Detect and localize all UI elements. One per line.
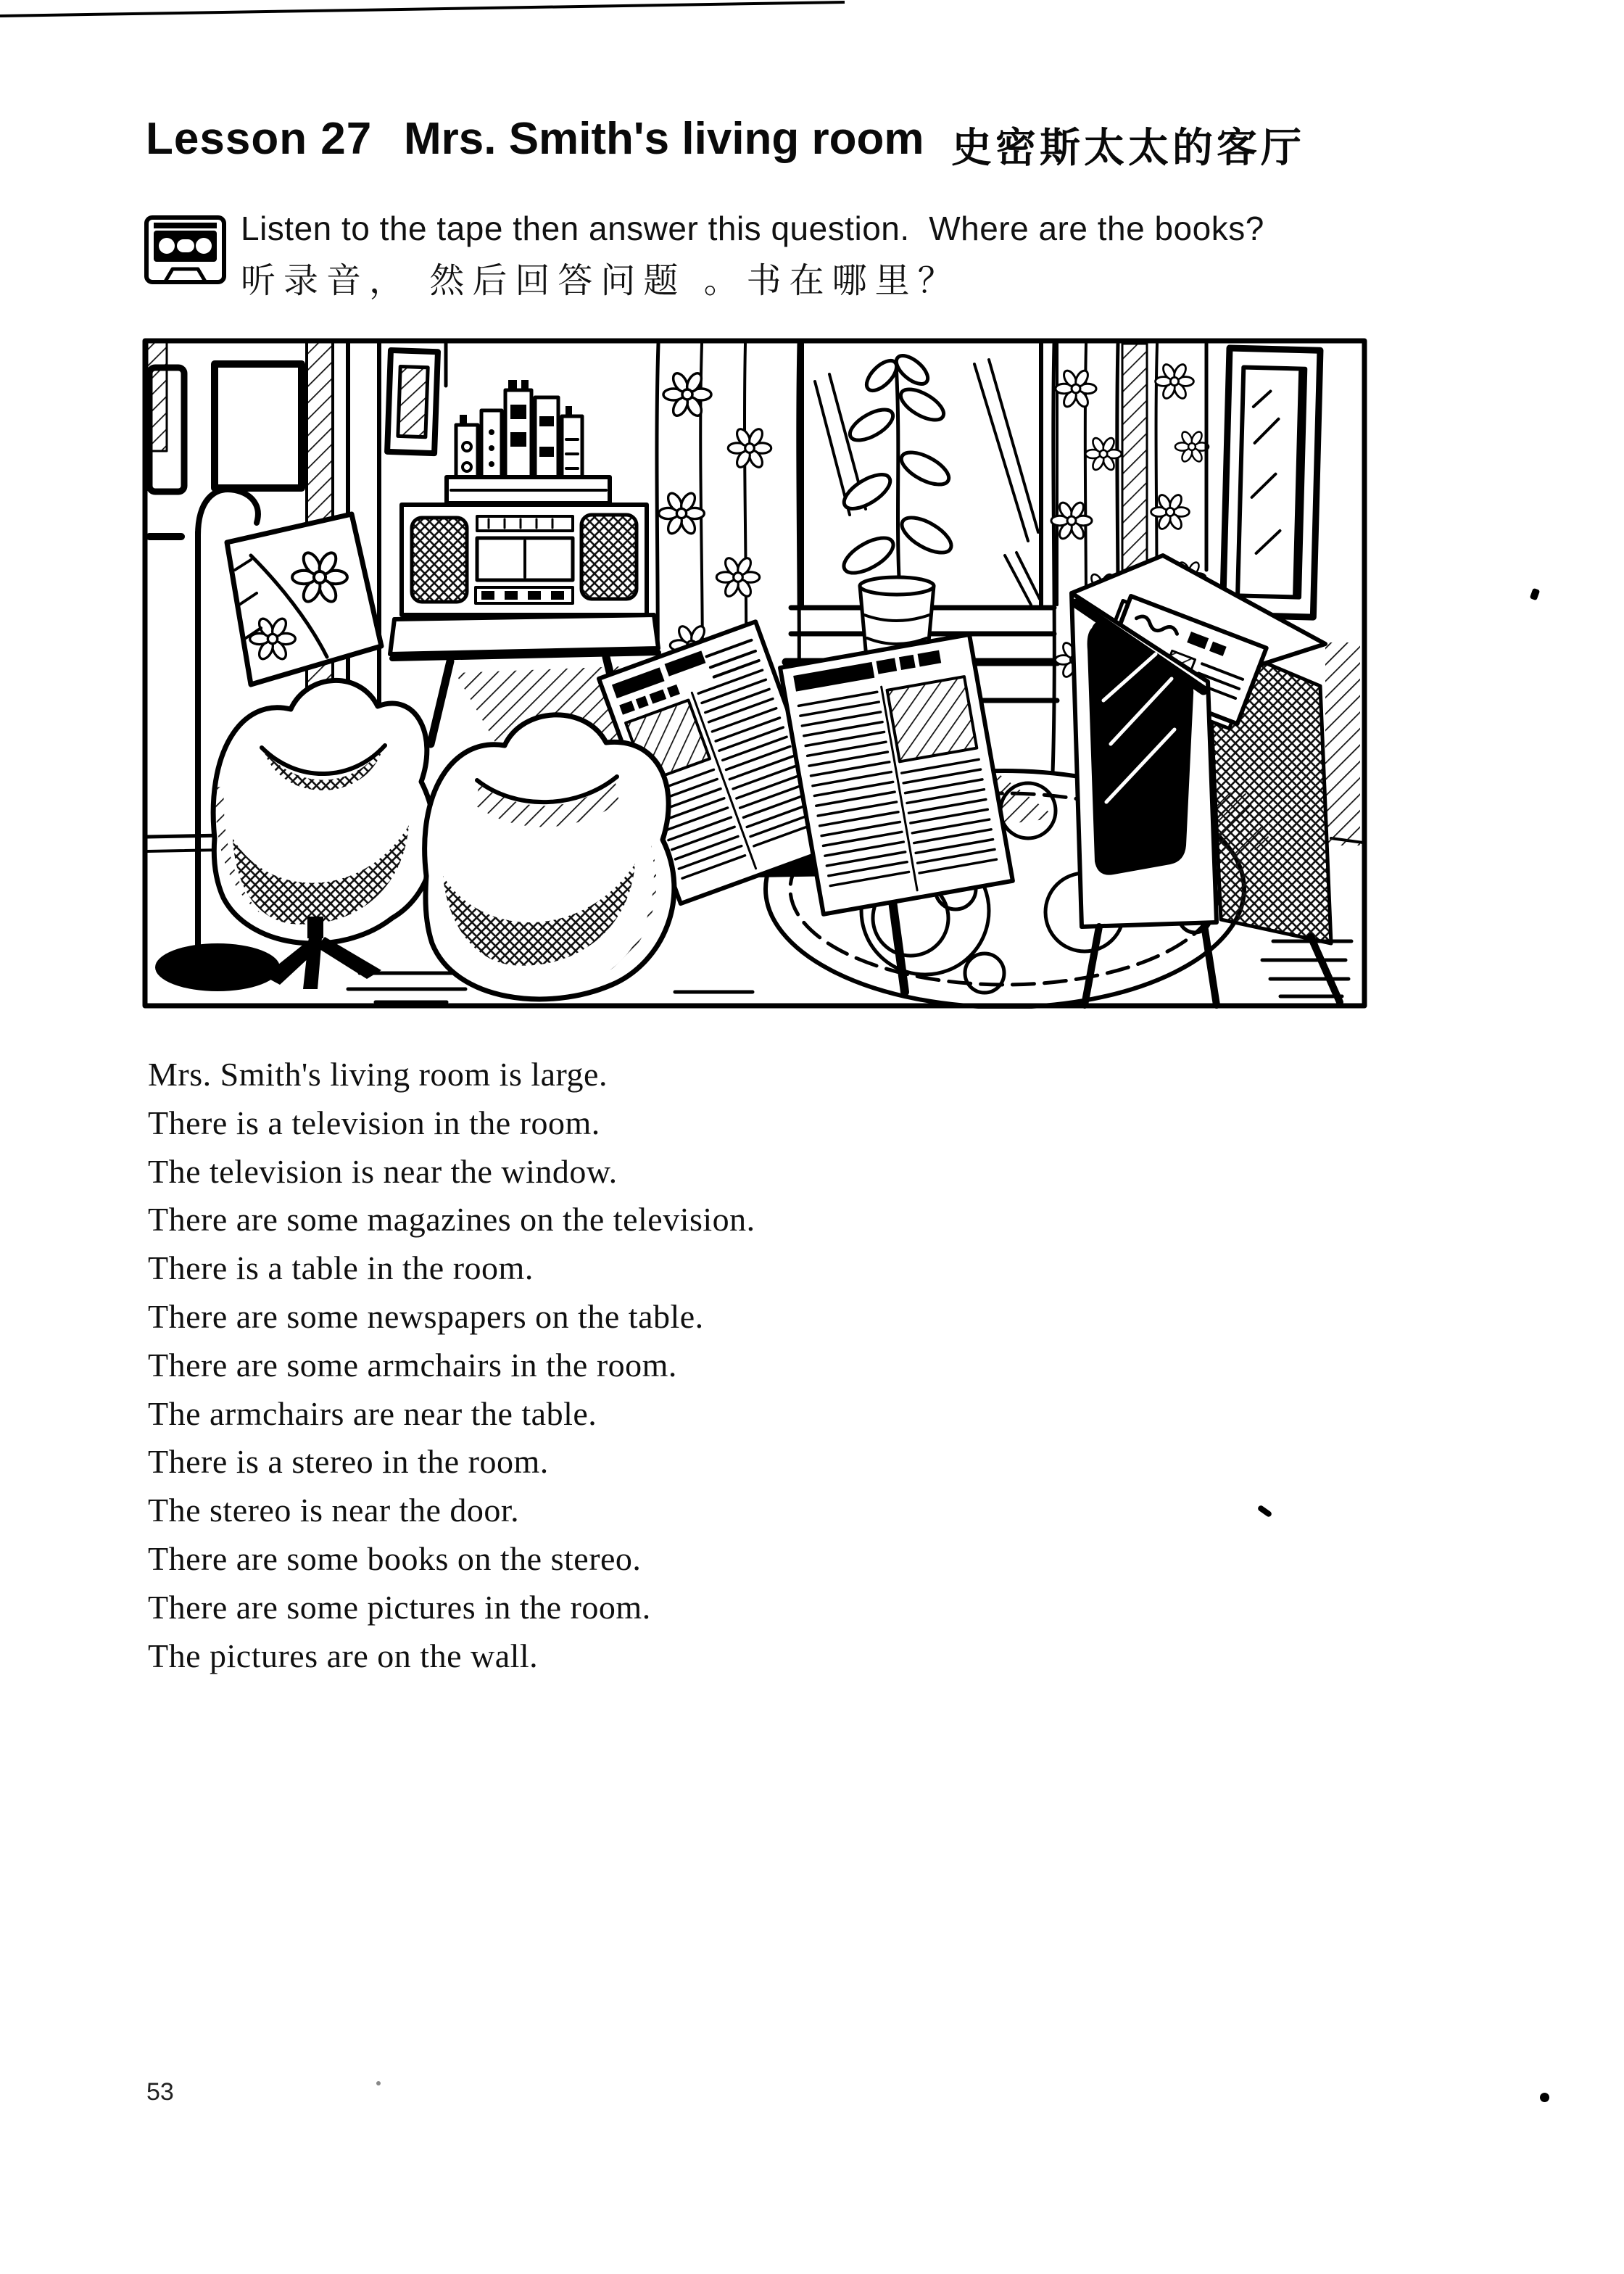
instruction-text-english: Listen to the tape then answer this question. Where are the books? [241, 210, 1264, 247]
lamp-base [155, 943, 280, 991]
passage-line: There are some newspapers on the table. [148, 1297, 704, 1335]
speaker-left [412, 518, 467, 602]
lesson-title-english: Mrs. Smith's living room [404, 114, 924, 164]
passage-line: The television is near the window. [148, 1152, 618, 1190]
scan-line-artifact [0, 0, 870, 20]
scan-speck [376, 2081, 381, 2085]
scan-speck [1530, 588, 1541, 601]
lesson-title-chinese: 史密斯太太的客厅 [951, 125, 1305, 170]
passage-line: There is a stereo in the room. [148, 1443, 549, 1481]
passage-line: The armchairs are near the table. [148, 1394, 597, 1432]
scan-speck [1540, 2093, 1549, 2102]
wall-shading [1325, 642, 1360, 845]
instruction-text-chinese: 听录音， 然后回答问题 。书在哪里？ [241, 262, 961, 300]
passage-line: There are some magazines on the television. [148, 1201, 755, 1239]
passage-line: There are some pictures in the room. [148, 1588, 651, 1626]
passage-line: There are some books on the stereo. [148, 1539, 642, 1577]
scan-speck [1257, 1505, 1273, 1518]
speaker-right [581, 515, 637, 599]
lesson-number: Lesson 27 [146, 114, 373, 164]
living-room-illustration [142, 338, 1367, 1009]
cassette-tape-icon [144, 215, 227, 293]
newspaper [780, 634, 1013, 914]
passage-line: There is a table in the room. [148, 1249, 534, 1287]
passage-line: There is a television in the room. [148, 1104, 600, 1141]
page-number: 53 [146, 2078, 174, 2106]
passage-line: The stereo is near the door. [148, 1492, 520, 1529]
passage-line: There are some armchairs in the room. [148, 1346, 677, 1384]
reading-passage [148, 1051, 1235, 1680]
armchair-center [425, 715, 674, 999]
passage-line: The pictures are on the wall. [148, 1637, 539, 1674]
passage-line: Mrs. Smith's living room is large. [148, 1056, 608, 1093]
